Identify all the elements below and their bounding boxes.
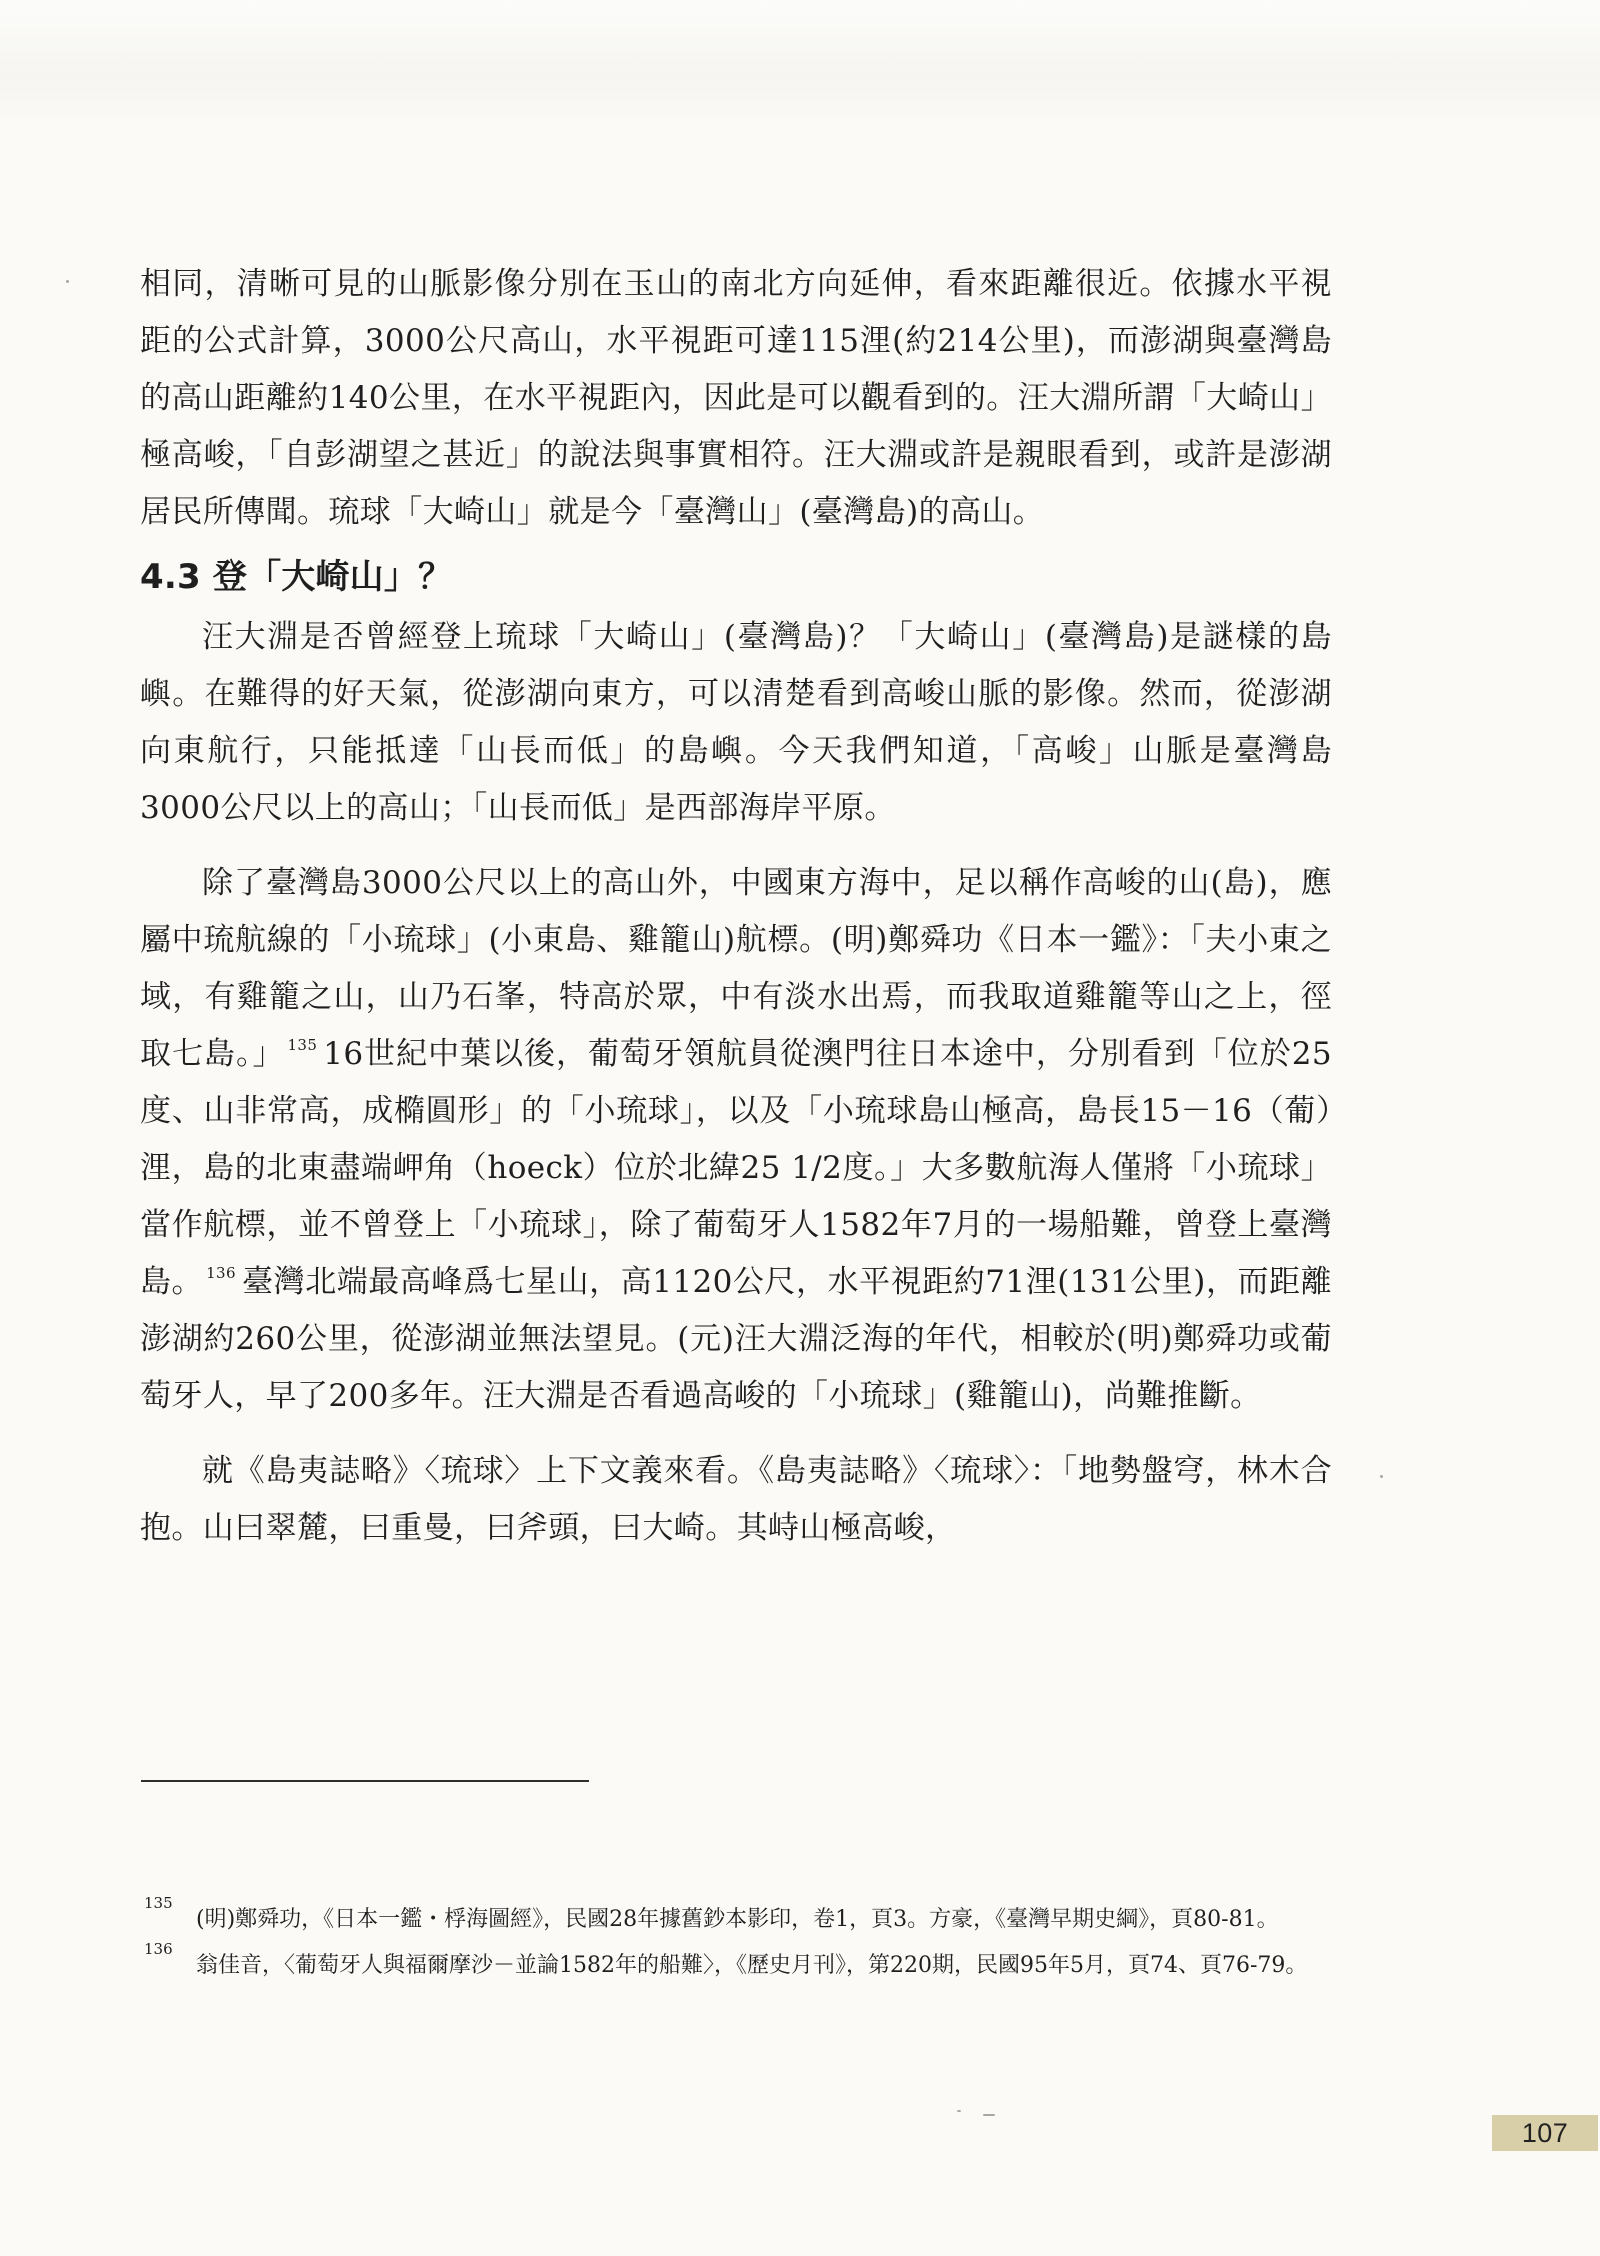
body-paragraph-3-part-1: 除了臺灣島3000公尺以上的高山外，中國東方海中，足以稱作高峻的山(島)，應屬中琉航線的「小琉球」(小東島、雞籠山)航標。(明)鄭舜功《日本一鑑》：「夫小東之域，有雞籠之山，山乃石峯，特高於眾，中有淡水出焉，而我取道雞籠等山之上，徑取七島。」 [140, 865, 1332, 1072]
body-paragraph-3-part-3: 臺灣北端最高峰爲七星山，高1120公尺，水平視距約71浬(131公里)，而距離澎湖約260公里，從澎湖並無法望見。(元)汪大淵泛海的年代，相較於(明)鄭舜功或葡萄牙人，早了200多年。汪大淵是否看過高峻的「小琉球」(雞籠山)，尚難推斷。 [140, 1264, 1332, 1414]
footnote-text-136: 翁佳音，〈葡萄牙人與福爾摩沙－並論1582年的船難〉，《歷史月刊》，第220期，民國95年5月，頁74、頁76-79。 [196, 1953, 1308, 1978]
body-paragraph-4: 就《島夷誌略》〈琉球〉上下文義來看。《島夷誌略》〈琉球〉：「地勢盤穹，林木合抱。山曰翠麓，曰重曼，曰斧頭，曰大崎。其峙山極高峻， [140, 1453, 1332, 1546]
body-paragraph-3-part-2: 16世紀中葉以後，葡萄牙領航員從澳門往日本途中，分別看到「位於25度、山非常高，成橢圓形」的「小琉球」，以及「小琉球島山極高，島長15－16（葡）浬，島的北東盡端岬角（hoeck）位於北緯25 1/2度。」大多數航海人僅將「小琉球」當作航標，並不曾登上「小琉球」，除了葡萄牙人1582年7月的一場船難，曾登上臺灣島。 [140, 1036, 1332, 1300]
scan-speck [66, 280, 69, 283]
footnote-reference-136: 136 [206, 1264, 236, 1282]
footnote-text-135: (明)鄭舜功，《日本一鑑・桴海圖經》，民國28年據舊鈔本影印，卷1，頁3。方豪，《臺灣早期史綱》，頁80-81。 [196, 1907, 1279, 1932]
paragraph-spacer [140, 1425, 1332, 1443]
section-heading: 4.3 登「大崎山」？ [140, 557, 453, 597]
footnote-135 [140, 1894, 1330, 1939]
page-number: 107 [1492, 2115, 1598, 2151]
scan-speck [1380, 1475, 1383, 1478]
scan-speck [957, 2110, 961, 2112]
footnote-136 [140, 1940, 1330, 1985]
body-paragraph-3 [140, 855, 1332, 1425]
footnote-number-135: 135 [144, 1894, 173, 1912]
body-paragraph-2: 汪大淵是否曾經登上琉球「大崎山」(臺灣島)？「大崎山」(臺灣島)是謎樣的島嶼。在難得的好天氣，從澎湖向東方，可以清楚看到高峻山脈的影像。然而，從澎湖向東航行，只能抵達「山長而低」的島嶼。今天我們知道，「高峻」山脈是臺灣島3000公尺以上的高山；「山長而低」是西部海岸平原。 [140, 619, 1332, 826]
main-text-block [140, 256, 1332, 1557]
footnote-number-136: 136 [144, 1940, 173, 1958]
body-paragraph-1: 相同，清晰可見的山脈影像分別在玉山的南北方向延伸，看來距離很近。依據水平視距的公式計算，3000公尺高山，水平視距可達115浬(約214公里)，而澎湖與臺灣島的高山距離約140公里，在水平視距內，因此是可以觀看到的。汪大淵所謂「大崎山」極高峻，「自彭湖望之甚近」的說法與事實相符。汪大淵或許是親眼看到，或許是澎湖居民所傳聞。琉球「大崎山」就是今「臺灣山」(臺灣島)的高山。 [140, 266, 1332, 530]
footnote-divider [141, 1780, 589, 1782]
footnote-reference-135: 135 [287, 1036, 318, 1054]
paragraph-spacer [140, 837, 1332, 855]
footnotes [140, 1894, 1330, 1992]
scan-speck [983, 2114, 995, 2116]
scan-top-band [0, 0, 1600, 118]
